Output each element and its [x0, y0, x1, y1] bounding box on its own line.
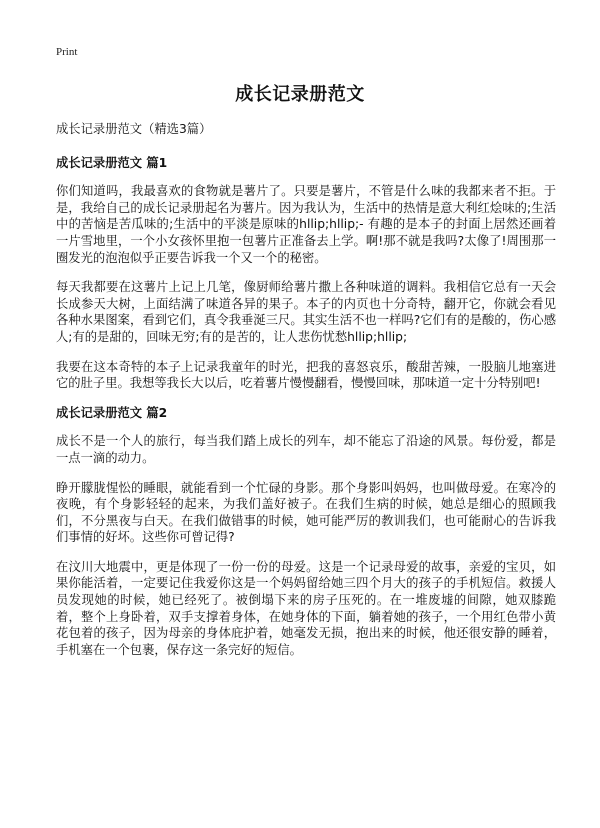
paragraph: 在汶川大地震中，更是体现了一份一份的母爱。这是一个记录母爱的故事，亲爱的宝贝，如果你能活着，一定要记住我爱你这是一个妈妈留给她三四个月大的孩子的手机短信。救援人员发现她的时候，她已经死了。被倒塌下来的房子压死的。在一堆废墟的间隙，她双膝跪着，整个上身卧着，双手支撑着身体，在她身体的下面，躺着她的孩子，一个用红色带小黄花包着的孩子，因为母亲的身体庇护着，她毫发无损，抱出来的时候，他还很安静的睡着，手机塞在一个包裹，保存这一条完好的短信。 — [56, 559, 556, 657]
section-1 — [56, 155, 556, 392]
paragraph: 你们知道吗，我最喜欢的食物就是薯片了。只要是薯片，不管是什么味的我都来者不拒。于是，我给自己的成长记录册起名为薯片。因为我认为，生活中的热情是意大利红烩味的;生活中的苦恼是苦瓜味的;生活中的平淡是原味的hllip;hllip;- 有趣的是本子的封面上居然还画着一片雪地里，一个小女孩怀里抱一包薯片正准备去上学。啊!那不就是我吗?太像了!周围那一圈发光的泡泡似乎正要告诉我一个又一个的秘密。 — [56, 184, 556, 265]
paragraph: 睁开朦胧惺忪的睡眼，就能看到一个忙碌的身影。那个身影叫妈妈，也叫做母爱。在寒冷的夜晚，有个身影轻轻的起来，为我们盖好被子。在我们生病的时候，她总是细心的照顾我们，不分黑夜与白天。在我们做错事的时候，她可能严厉的教训我们，也可能耐心的告诉我们事情的好坏。这些你可曾记得? — [56, 480, 556, 545]
document-body — [56, 121, 556, 671]
document-title: 成长记录册范文 — [235, 84, 365, 105]
print-label[interactable]: Print — [56, 46, 78, 58]
section-heading: 成长记录册范文 篇1 — [56, 155, 168, 170]
paragraph: 每天我都要在这薯片上记上几笔，像厨师给薯片撒上各种味道的调料。我相信它总有一天会长成参天大树，上面结满了味道各异的果子。本子的内页也十分奇特，翻开它，你就会看见各种水果图案，看到它们，真令我垂涎三尺。其实生活不也一样吗?它们有的是酸的，伤心感人;有的是甜的，回味无穷;有的是苦的，让人悲伤忧愁hllip;hllip; — [56, 280, 556, 344]
document-subtitle: 成长记录册范文（精选3篇） — [56, 122, 212, 136]
section-2 — [56, 405, 556, 659]
paragraph: 成长不是一个人的旅行，每当我们踏上成长的列车，却不能忘了沿途的风景。每份爱，都是一点一滴的动力。 — [56, 434, 556, 465]
paragraph: 我要在这本奇特的本子上记录我童年的时光，把我的喜怒哀乐，酸甜苦辣，一股脑儿地塞进它的肚子里。我想等我长大以后，吃着薯片慢慢翻看，慢慢回味，那味道一定十分特别吧! — [56, 359, 556, 391]
section-heading: 成长记录册范文 篇2 — [56, 405, 168, 420]
